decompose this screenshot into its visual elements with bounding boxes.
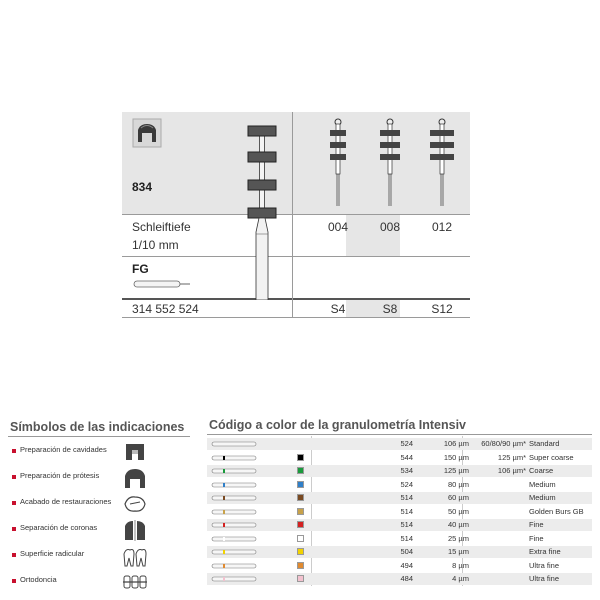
- grit-code: 514: [400, 533, 413, 543]
- grit-color-swatch: [297, 508, 304, 515]
- grit-code: 524: [400, 439, 413, 448]
- mini-bur-color-ring: [223, 483, 225, 487]
- grit-code: 514: [400, 520, 413, 529]
- mini-bur-color-ring: [223, 550, 225, 554]
- grit-row: [207, 465, 592, 477]
- red-bullet: [12, 501, 16, 505]
- row-divider-2: [122, 256, 470, 257]
- symbol-label: Ortodoncia: [20, 575, 57, 584]
- grit-description: [462, 574, 594, 583]
- grit-equivalent-size: 60/80/90 µm*: [481, 439, 526, 448]
- grit-codes-title: Código a color de la granulometría Intensiv: [209, 418, 466, 432]
- bur-illustration-large: [242, 114, 282, 300]
- depth-label-line2: 1/10 mm: [132, 238, 179, 252]
- grit-equivalent-size: 106 µm*: [497, 466, 526, 475]
- orthodontics-icon: [122, 570, 148, 594]
- grit-size: 150 µm: [443, 452, 469, 462]
- grit-description: [462, 534, 594, 543]
- column-divider: [292, 112, 293, 318]
- fg-shank-illustration: [132, 278, 192, 290]
- grit-color-swatch: [297, 467, 304, 474]
- depth-value-012: 012: [431, 220, 453, 234]
- grit-description: [462, 507, 594, 516]
- grit-row: [207, 479, 592, 491]
- grit-description: [462, 561, 594, 570]
- depth-value-008: 008: [379, 220, 401, 234]
- grit-row: [207, 492, 592, 504]
- symbol-label: Separación de coronas: [20, 523, 98, 532]
- grit-size: 50 µm: [448, 506, 469, 516]
- grit-title-rule: [207, 434, 592, 435]
- grit-description: [462, 480, 594, 489]
- mini-bur-icon: [211, 495, 257, 501]
- grit-equivalent-size: 125 µm*: [497, 452, 526, 462]
- size-value-s4: S4: [330, 302, 346, 316]
- grit-description: [462, 439, 594, 448]
- grit-grade: Fine: [529, 533, 544, 543]
- mini-bur-icon: [211, 563, 257, 569]
- grit-size: 4 µm: [452, 574, 469, 583]
- symbol-label: Superficie radicular: [20, 549, 85, 558]
- grit-code: 504: [400, 547, 413, 556]
- grit-code: 544: [400, 452, 413, 462]
- red-bullet: [12, 449, 16, 453]
- grit-row: [207, 506, 592, 518]
- grit-size: 25 µm: [448, 533, 469, 543]
- grit-grade: Fine: [529, 520, 544, 529]
- symbol-row: [8, 518, 188, 544]
- grit-description: [462, 466, 594, 475]
- grit-code: 514: [400, 493, 413, 502]
- grit-color-swatch: [297, 575, 304, 582]
- grit-row: [207, 533, 592, 545]
- shank-type: FG: [132, 262, 149, 276]
- red-bullet: [12, 527, 16, 531]
- symbol-row: [8, 440, 188, 466]
- mini-bur-icon: [211, 455, 257, 461]
- mini-bur-color-ring: [223, 510, 225, 514]
- grit-row: [207, 546, 592, 558]
- grit-color-swatch: [297, 548, 304, 555]
- grit-size: 40 µm: [448, 520, 469, 529]
- row-divider-bottom: [122, 317, 470, 318]
- mini-bur-color-ring: [223, 523, 225, 527]
- size-value-s8: S8: [382, 302, 398, 316]
- mini-bur-icon: [211, 536, 257, 542]
- symbol-label: Preparación de prótesis: [20, 471, 100, 480]
- grit-size: 80 µm: [448, 479, 469, 489]
- grit-description: [462, 453, 594, 462]
- row-divider-1: [122, 214, 470, 215]
- grit-grade: Coarse: [529, 466, 554, 475]
- bur-depth-004-illustration: [324, 116, 352, 206]
- grit-row: [207, 438, 592, 450]
- depth-value-004: 004: [327, 220, 349, 234]
- mini-bur-color-ring: [223, 577, 225, 581]
- mini-bur-color-ring: [223, 564, 225, 568]
- grit-row: [207, 452, 592, 464]
- grit-description: [462, 520, 594, 529]
- product-table: [122, 112, 470, 318]
- grit-grade: Extra fine: [529, 547, 561, 556]
- bur-depth-012-illustration: [428, 116, 456, 206]
- red-bullet: [12, 553, 16, 557]
- symbol-row: [8, 544, 188, 570]
- mini-bur-icon: [211, 522, 257, 528]
- grit-size: 8 µm: [452, 560, 469, 570]
- grit-color-swatch: [297, 454, 304, 461]
- grit-code: 524: [400, 479, 413, 489]
- grit-grade: Standard: [529, 439, 560, 448]
- mini-bur-icon: [211, 482, 257, 488]
- grit-color-swatch: [297, 521, 304, 528]
- depth-label-line1: Schleiftiefe: [132, 220, 191, 234]
- grit-color-swatch: [297, 481, 304, 488]
- symbol-label: Acabado de restauraciones: [20, 497, 112, 506]
- grit-row: [207, 519, 592, 531]
- grit-code: 534: [400, 466, 413, 475]
- mini-bur-icon: [211, 441, 257, 447]
- size-value-s12: S12: [431, 302, 453, 316]
- grit-size: 106 µm: [443, 439, 469, 448]
- symbols-title: Símbolos de las indicaciones: [10, 420, 185, 434]
- grit-color-swatch: [297, 494, 304, 501]
- mini-bur-color-ring: [223, 496, 225, 500]
- grit-grade: Ultra fine: [529, 560, 560, 570]
- prosthesis-preparation-icon: [122, 466, 148, 490]
- grit-grade: Golden Burs GB: [529, 506, 584, 516]
- symbol-label: Preparación de cavidades: [20, 445, 107, 454]
- grit-size: 125 µm: [443, 466, 469, 475]
- grit-size: 60 µm: [448, 493, 469, 502]
- mini-bur-icon: [211, 509, 257, 515]
- symbol-row: [8, 466, 188, 492]
- cavity-preparation-icon: [122, 440, 148, 464]
- grit-grade: Ultra fine: [529, 574, 560, 583]
- mini-bur-color-ring: [223, 469, 225, 473]
- grit-description: [462, 493, 594, 502]
- mini-bur-icon: [211, 549, 257, 555]
- grit-row: [207, 573, 592, 585]
- grit-code: 494: [400, 560, 413, 570]
- grit-code: 484: [400, 574, 413, 583]
- symbol-row: [8, 570, 188, 596]
- symbol-row: [8, 492, 188, 518]
- crown-preparation-icon: [132, 118, 162, 148]
- grit-size: 15 µm: [448, 547, 469, 556]
- grit-code: 514: [400, 506, 413, 516]
- grit-color-swatch: [297, 562, 304, 569]
- grit-grade: Medium: [529, 479, 556, 489]
- root-surface-icon: [122, 544, 148, 568]
- restoration-finishing-icon: [122, 492, 148, 516]
- mini-bur-icon: [211, 576, 257, 582]
- crown-separation-icon: [122, 518, 148, 542]
- ref-number: 314 552 524: [132, 302, 199, 316]
- grit-grade: Super coarse: [529, 452, 574, 462]
- bur-depth-008-illustration: [376, 116, 404, 206]
- grit-color-swatch: [297, 535, 304, 542]
- mini-bur-color-ring: [223, 537, 225, 541]
- mini-bur-color-ring: [223, 456, 225, 460]
- grit-row: [207, 560, 592, 572]
- red-bullet: [12, 579, 16, 583]
- mini-bur-icon: [211, 468, 257, 474]
- symbols-title-rule: [8, 436, 190, 437]
- grit-description: [462, 547, 594, 556]
- red-bullet: [12, 475, 16, 479]
- row-divider-3: [122, 298, 470, 300]
- shape-code: 834: [132, 180, 153, 194]
- grit-grade: Medium: [529, 493, 556, 502]
